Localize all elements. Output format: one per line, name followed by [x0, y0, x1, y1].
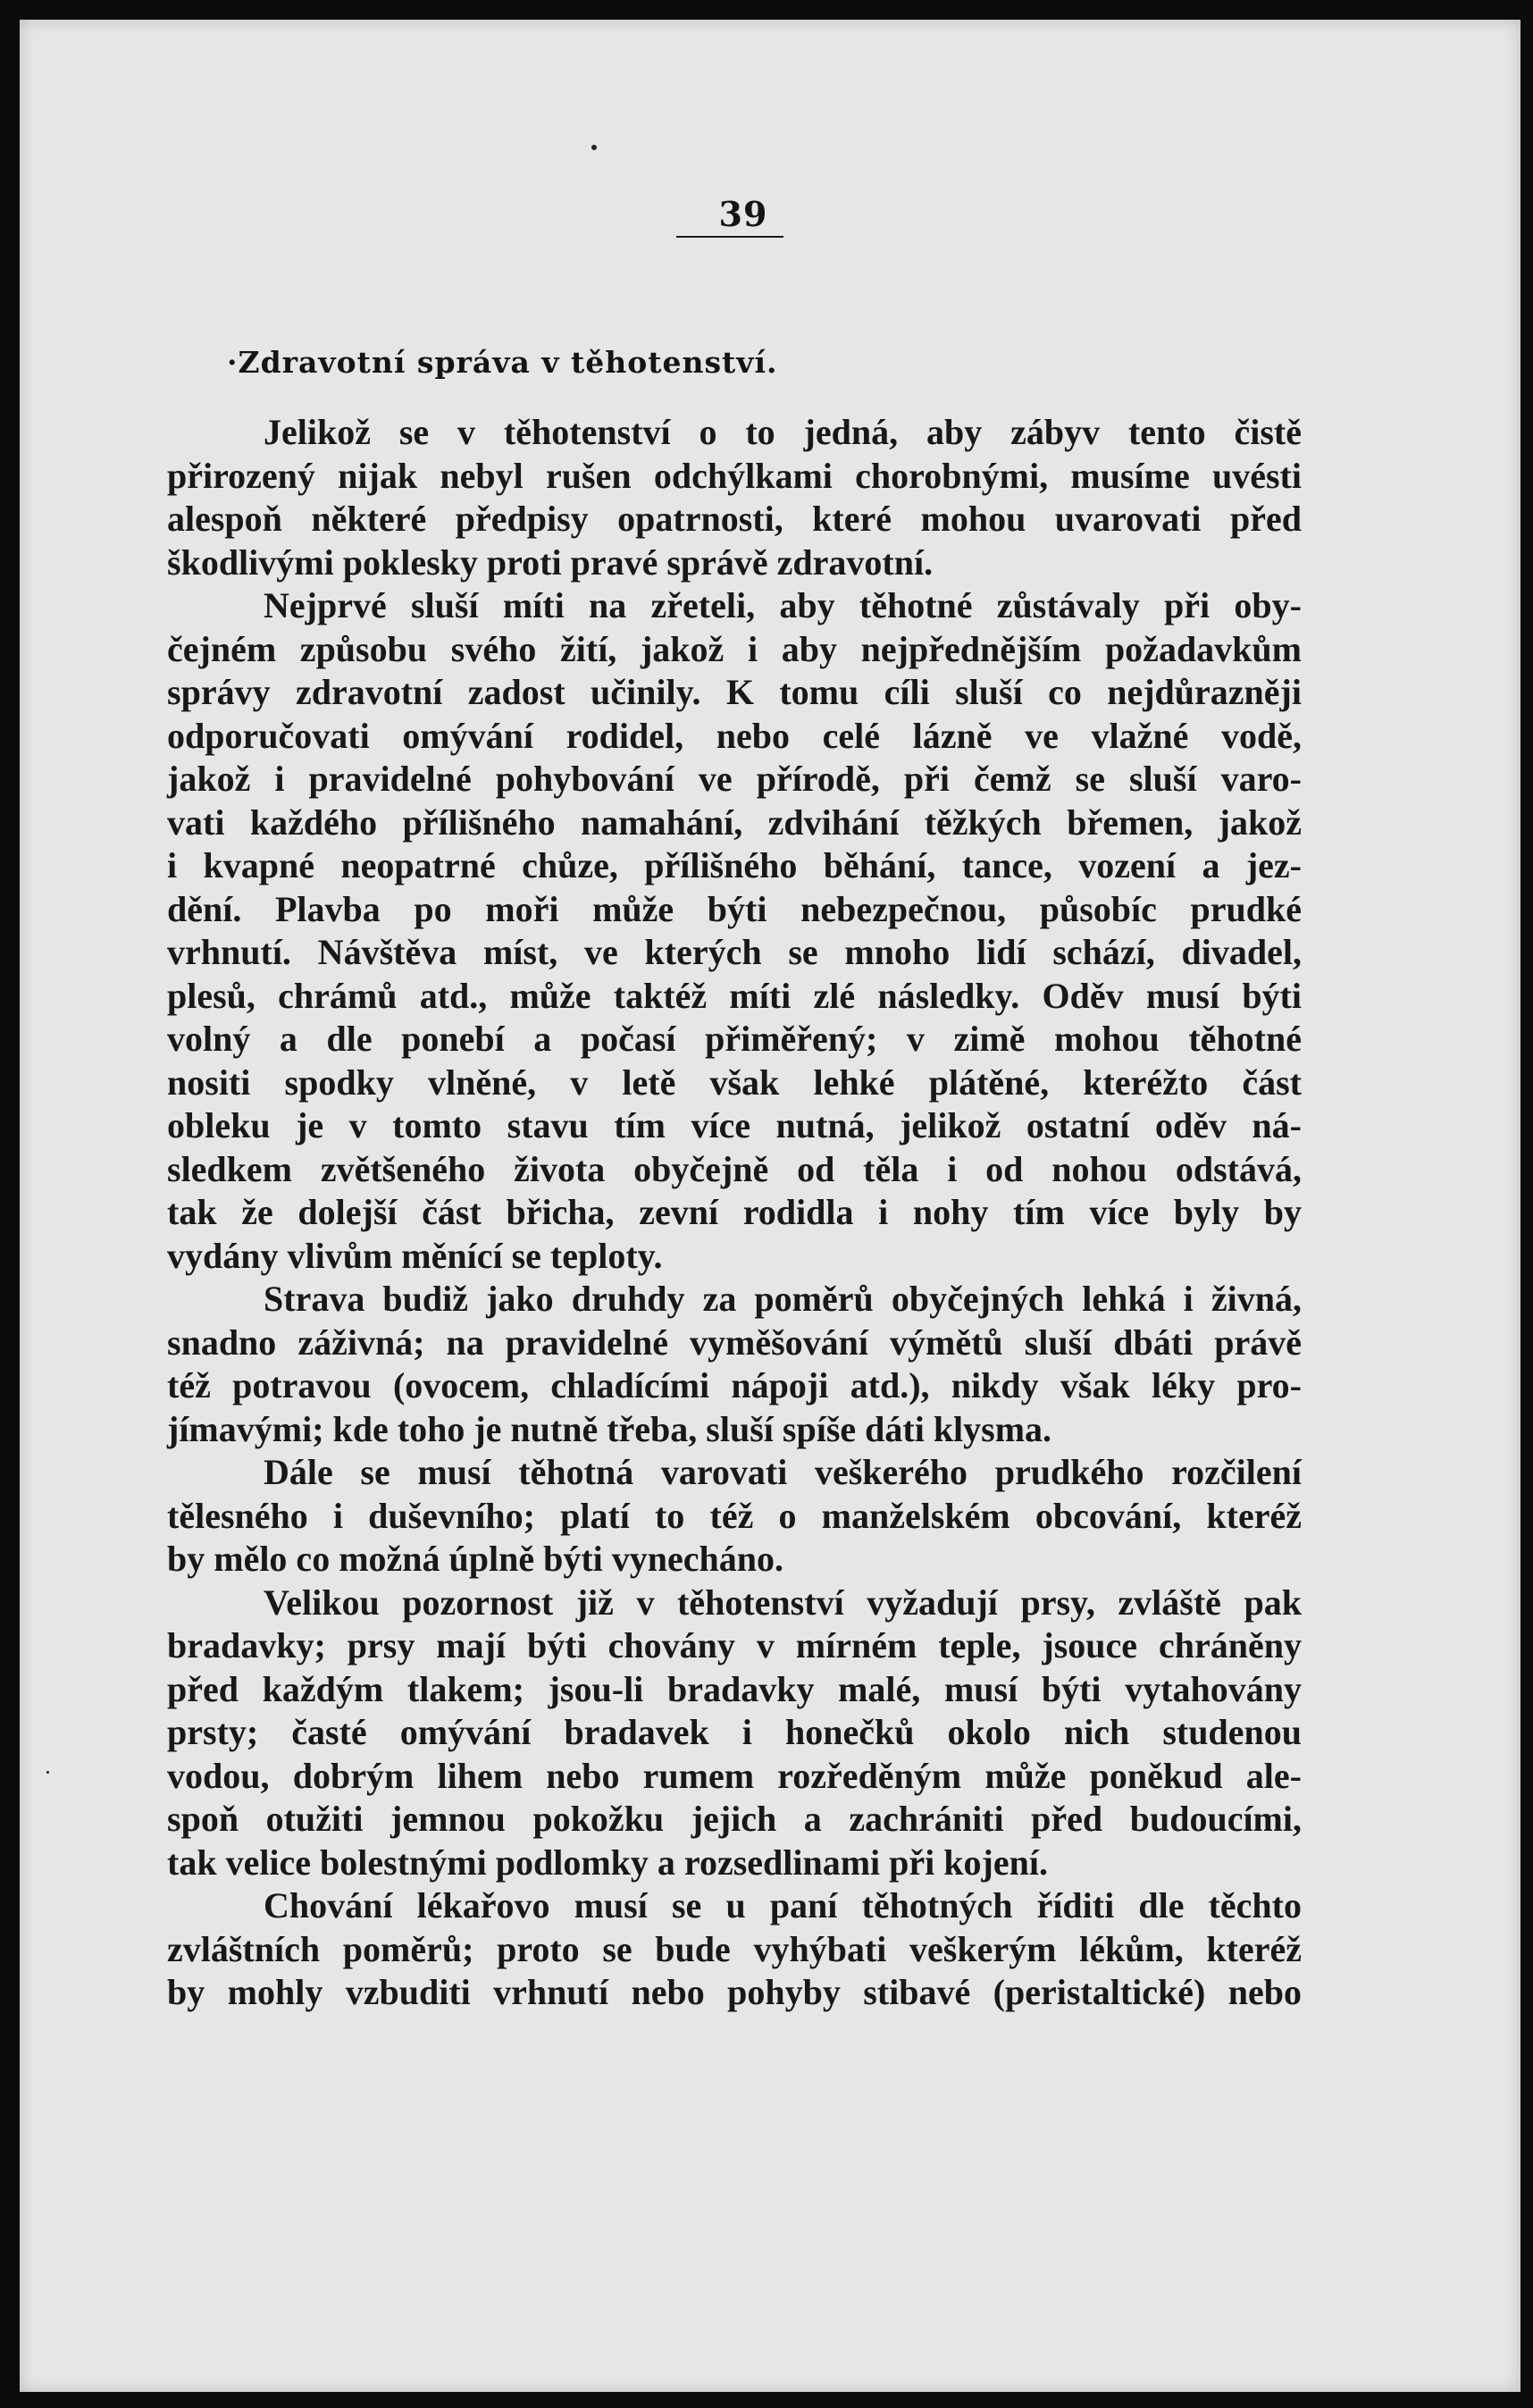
text-line: správy zdravotní zadost učinily. K tomu cíli sluší co nejdůrazněji [167, 672, 1302, 712]
text-line: Strava budiž jako druhdy za poměrů obyčejných lehká i živná, [264, 1279, 1302, 1319]
text-line: Chování lékařovo musí se u paní těhotných říditi dle těchto [264, 1885, 1302, 1926]
text-line: tělesného i duševního; platí to též o manželském obcování, kteréž [167, 1495, 1302, 1536]
text-line: nositi spodky vlněné, v letě však lehké plátěné, kteréžto část [167, 1061, 1302, 1103]
text-line: též potravou (ovocem, chladícími nápoji atd.), nikdy však léky pro- [167, 1365, 1302, 1405]
text-line: alespoň některé předpisy opatrnosti, které mohou uvarovati před [167, 499, 1302, 539]
text-line: obleku je v tomto stavu tím více nutná, jelikož ostatní oděv ná- [167, 1105, 1302, 1145]
ink-speck [591, 145, 597, 150]
ink-speck [46, 1771, 49, 1774]
text-line: škodlivými poklesky proti pravé správě zdravotní. [167, 541, 934, 583]
text-line: by mělo co možná úplně býti vynecháno. [167, 1539, 784, 1579]
text-line: bradavky; prsy mají býti chovány v mírném teple, jsouce chráněny [167, 1625, 1302, 1665]
text-line: Jelikož se v těhotenství o to jedná, aby zábyv tento čistě [264, 412, 1302, 452]
text-line: Dále se musí těhotná varovati veškerého prudkého rozčilení [264, 1452, 1302, 1492]
text-line: sledkem zvětšeného života obyčejně od těla i od nohou odstává, [167, 1148, 1302, 1189]
text-line: volný a dle ponebí a počasí přiměřený; v zimě mohou těhotné [167, 1019, 1302, 1059]
text-line: tak velice bolestnými podlomky a rozsedlinami při kojení. [167, 1842, 1048, 1883]
text-line: před každým tlakem; jsou-li bradavky malé, musí býti vytahovány [167, 1668, 1302, 1709]
text-line: jakož i pravidelné pohybování ve přírodě, při čemž se sluší varo- [167, 759, 1302, 799]
page-number-underline [676, 236, 783, 238]
text-line: zvláštních poměrů; proto se bude vyhýbati veškerým lékům, kteréž [167, 1928, 1302, 1969]
text-line: čejném způsobu svého žití, jakož i aby nejpřednějším požadavkům [167, 628, 1302, 669]
body-text [167, 411, 1302, 2015]
text-line: Velikou pozornost již v těhotenství vyžadují prsy, zvláště pak [264, 1582, 1302, 1623]
text-line: odporučovati omývání rodidel, nebo celé lázně ve vlažné vodě, [167, 715, 1302, 756]
text-line: by mohly vzbuditi vrhnutí nebo pohyby stibavé (peristaltické) nebo [167, 1972, 1302, 2012]
text-line: vrhnutí. Návštěva míst, ve kterých se mnoho lidí schází, divadel, [167, 932, 1302, 972]
text-line: plesů, chrámů atd., může taktéž míti zlé následky. Oděv musí býti [167, 975, 1302, 1016]
text-line: přirozený nijak nebyl rušen odchýlkami chorobnými, musíme uvésti [167, 455, 1302, 496]
text-line: Nejprvé sluší míti na zřeteli, aby těhotné zůstávaly při oby- [264, 585, 1302, 625]
text-line: spoň otužiti jemnou pokožku jejich a zachrániti před budoucími, [167, 1799, 1302, 1839]
text-line: vydány vlivům měnící se teploty. [167, 1235, 663, 1276]
section-title: ·Zdravotní správa v těhotenství. [227, 345, 778, 380]
text-line: tak že dolejší část břicha, zevní rodidla i nohy tím více byly by [167, 1192, 1302, 1232]
text-line: vati každého přílišného namahání, zdvihání těžkých břemen, jakož [167, 801, 1302, 843]
text-line: i kvapné neopatrné chůze, přílišného běhání, tance, vození a jez- [167, 845, 1302, 885]
text-line: jímavými; kde toho je nutně třeba, sluší spíše dáti klysma. [167, 1408, 1052, 1449]
page-number: 39 [718, 194, 768, 234]
text-line: vodou, dobrým lihem nebo rumem rozředěným může poněkud ale- [167, 1755, 1302, 1796]
text-line: dění. Plavba po moři může býti nebezpečnou, působíc prudké [167, 888, 1302, 929]
text-line: snadno záživná; na pravidelné vyměšování výmětů sluší dbáti právě [167, 1321, 1302, 1363]
text-line: prsty; časté omývání bradavek i honečků okolo nich studenou [167, 1712, 1302, 1752]
scanned-page [20, 20, 1520, 2392]
